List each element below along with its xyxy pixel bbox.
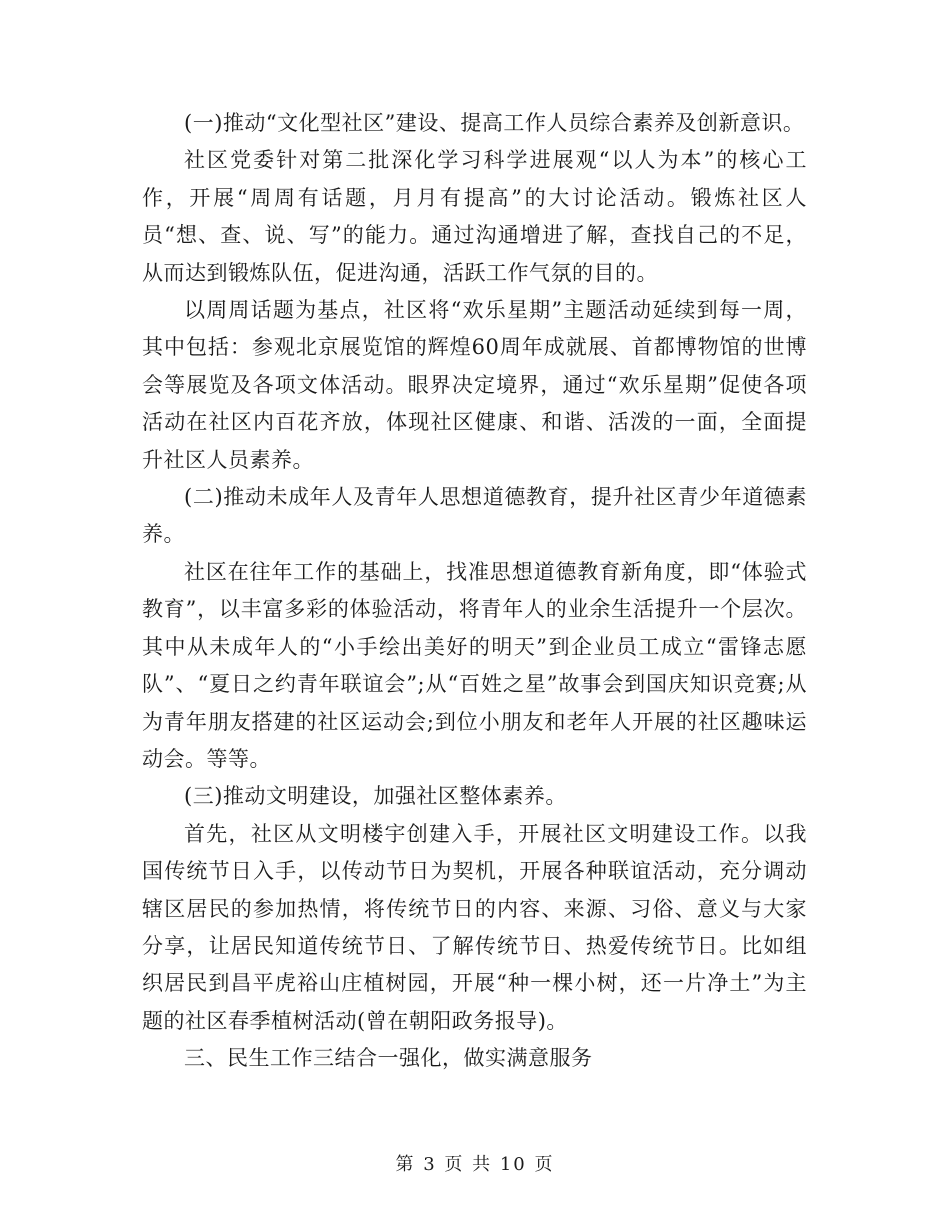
page-number-footer: 第 3 页 共 10 页: [395, 1154, 555, 1175]
section-heading-1: (一)推动“文化型社区”建设、提高工作人员综合素养及创新意识。: [184, 111, 805, 135]
body-paragraph: 以周周话题为基点，社区将“欢乐星期”主题活动延续到每一周，其中包括：参观北京展览馆的辉煌60周年成就展、首都博物馆的世博会等展览及各项文体活动。眼界决定境界，通过“欢乐星期”促使各项活动在社区内百花齐放，体现社区健康、和谐、活泼的一面，全面提升社区人员素养。: [142, 298, 807, 472]
chapter-heading: 三、民生工作三结合一强化，做实满意服务: [184, 1046, 593, 1071]
section-heading-3: (三)推动文明建设，加强社区整体素养。: [184, 784, 567, 809]
body-paragraph: 首先，社区从文明楼宇创建入手，开展社区文明建设工作。以我国传统节日入手，以传动节日为契机，开展各种联谊活动，充分调动辖区居民的参加热情，将传统节日的内容、来源、习俗、意义与大家分享，让居民知道传统节日、了解传统节日、热爱传统节日。比如组织居民到昌平虎裕山庄植树园，开展“种一棵小树，还一片净土”为主题的社区春季植树活动(曾在朝阳政务报导)。: [142, 821, 807, 1033]
body-paragraph: 社区党委针对第二批深化学习科学进展观“以人为本”的核心工作，开展“周周有话题，月月有提高”的大讨论活动。锻炼社区人员“想、查、说、写”的能力。通过沟通增进了解，查找自己的不足，从而达到锻炼队伍，促进沟通，活跃工作气氛的目的。: [142, 148, 807, 285]
section-heading-2: (二)推动未成年人及青年人思想道德教育，提升社区青少年道德素养。: [142, 485, 807, 547]
body-paragraph: 社区在往年工作的基础上，找准思想道德教育新角度，即“体验式教育”，以丰富多彩的体验活动，将青年人的业余生活提升一个层次。其中从未成年人的“小手绘出美好的明天”到企业员工成立“雷锋志愿队”、“夏日之约青年联谊会”;从“百姓之星”故事会到国庆知识竞赛;从为青年朋友搭建的社区运动会;到位小朋友和老年人开展的社区趣味运动会。等等。: [142, 559, 807, 771]
document-body: [142, 105, 807, 1078]
